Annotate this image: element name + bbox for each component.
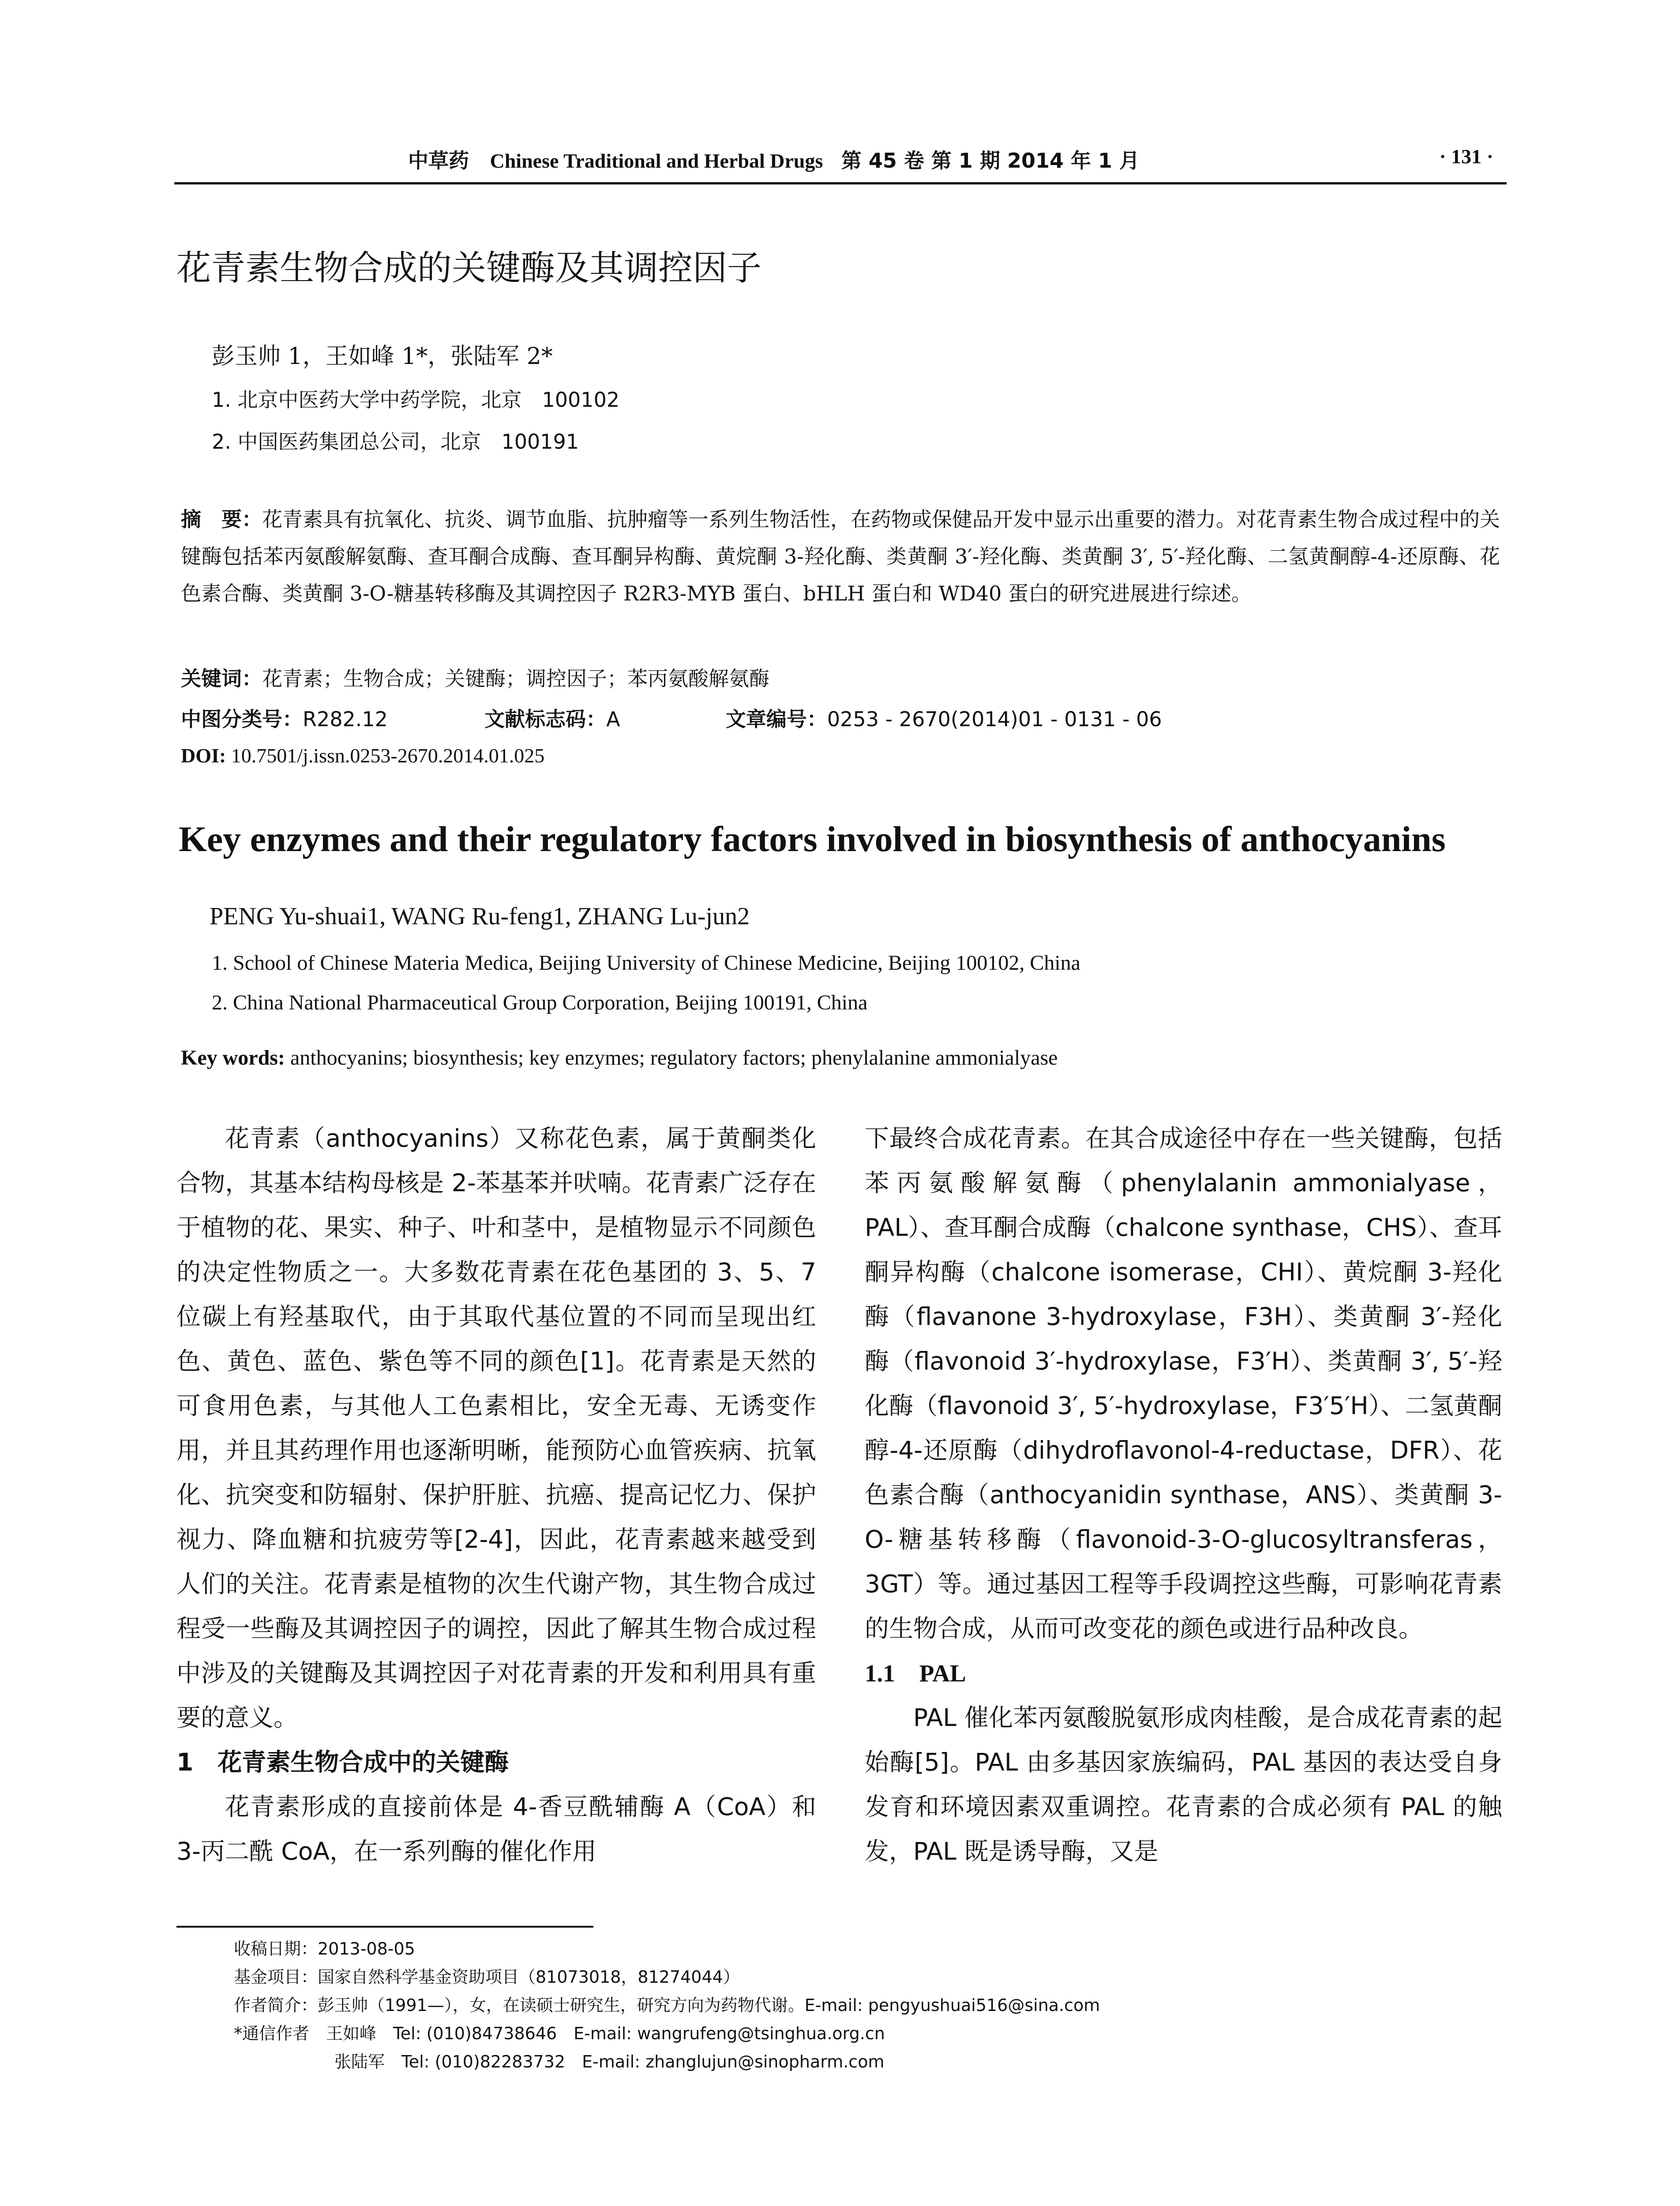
affiliation-cn-1: 1. 北京中医药大学中药学院，北京 100102 <box>212 388 620 412</box>
doi-line <box>181 744 544 767</box>
affiliation-cn-2: 2. 中国医药集团总公司，北京 100191 <box>212 430 579 454</box>
footnotes <box>234 1935 1100 2076</box>
doi-label: DOI: <box>181 744 226 767</box>
header-journal <box>408 145 1140 174</box>
keywords-cn <box>181 663 769 692</box>
authors-en: PENG Yu-shuai1, WANG Ru-feng1, ZHANG Lu-jun2 <box>210 903 750 930</box>
article-title-en: Key enzymes and their regulatory factors involved in biosynthesis of anthocyanins <box>179 819 1446 859</box>
section-heading-1: 1 花青素生物合成中的关键酶 <box>176 1748 509 1776</box>
affiliation-en-1: 1. School of Chinese Materia Medica, Beijing University of Chinese Medicine, Beijing 100102, China <box>212 951 1080 975</box>
keywords-cn-label: 关键词： <box>181 667 262 690</box>
article-number-label: 文章编号： <box>725 707 827 731</box>
doc-code-label: 文献标志码： <box>484 707 607 731</box>
section-1-paragraph: 花青素形成的直接前体是 4-香豆酰辅酶 A（CoA）和 3-丙二酰 CoA，在一系列酶的催化作用 <box>176 1793 816 1865</box>
footnote-rule <box>176 1926 593 1928</box>
corresponding-author-1: *通信作者 王如峰 Tel: (010)84738646 E-mail: wangrufeng@tsinghua.org.cn <box>234 2024 885 2043</box>
section-heading-1-1: 1.1 PAL <box>865 1660 966 1687</box>
authors-cn: 彭玉帅 1，王如峰 1*，张陆军 2* <box>212 343 553 370</box>
body-column-right <box>865 1116 1502 1924</box>
article-number-value: 0253 - 2670(2014)01 - 0131 - 06 <box>827 707 1162 731</box>
issue-info: 第 45 卷 第 1 期 2014 年 1 月 <box>841 149 1140 173</box>
pal-paragraph: PAL 催化苯丙氨酸脱氨形成肉桂酸，是合成花青素的起始酶[5]。PAL 由多基因家族编码，PAL 基因的表达受自身发育和环境因素双重调控。花青素的合成必须有 PAL 的触发，PAL 既是诱导酶，又是 <box>865 1703 1502 1865</box>
abstract <box>181 501 1500 612</box>
keywords-en-text: anthocyanins; biosynthesis; key enzymes; regulatory factors; phenylalanine ammonialyase <box>290 1046 1058 1069</box>
page-number: · 131 · <box>1439 145 1493 168</box>
corresponding-author-2: 张陆军 Tel: (010)82283732 E-mail: zhanglujun@sinopharm.com <box>234 2052 885 2071</box>
intro-paragraph: 花青素（anthocyanins）又称花色素，属于黄酮类化合物，其基本结构母核是 2-苯基苯并吠喃。花青素广泛存在于植物的花、果实、种子、叶和茎中，是植物显示不同颜色的决定性物质之一。大多数花青素在花色基团的 3、5、7 位碳上有羟基取代，由于其取代基位置的不同而呈现出红色、黄色、蓝色、紫色等不同的颜色[1]。花青素是天然的可食用色素，与其他人工色素相比，安全无毒、无诱变作用，并且其药理作用也逐渐明晰，能预防心血管疾病、抗氧化、抗突变和防辐射、保护肝脏、抗癌、提高记忆力、保护视力、降血糖和抗疲劳等[2-4]，因此，花青素越来越受到人们的关注。花青素是植物的次生代谢产物，其生物合成过程受一些酶及其调控因子的调控，因此了解其生物合成过程中涉及的关键酶及其调控因子对花青素的开发和利用具有重要的意义。 <box>176 1124 816 1732</box>
enzymes-paragraph: 下最终合成花青素。在其合成途径中存在一些关键酶，包括苯丙氨酸解氨酶（phenylalanin ammonialyase，PAL）、查耳酮合成酶（chalcone synthase，CHS）、查耳酮异构酶（chalcone isomerase，CHI）、黄烷酮 3-羟化酶（flavanone 3-hydroxylase，F3H）、类黄酮 3′-羟化酶（flavonoid 3′-hydroxylase，F3′H）、类黄酮 3′, 5′-羟化酶（flavonoid 3′, 5′-hydroxylase，F3′5′H）、二氢黄酮醇-4-还原酶（dihydroflavonol-4-reductase，DFR）、花色素合酶（anthocyanidin synthase，ANS）、类黄酮 3-O-糖基转移酶（flavonoid-3-O-glucosyltransferas，3GT）等。通过基因工程等手段调控这些酶，可影响花青素的生物合成，从而可改变花的颜色或进行品种改良。 <box>865 1124 1502 1643</box>
abstract-text: 花青素具有抗氧化、抗炎、调节血脂、抗肿瘤等一系列生物活性，在药物或保健品开发中显示出重要的潜力。对花青素生物合成过程中的关键酶包括苯丙氨酸解氨酶、查耳酮合成酶、查耳酮异构酶、黄烷酮 3-羟化酶、类黄酮 3′-羟化酶、类黄酮 3′, 5′-羟化酶、二氢黄酮醇-4-还原酶、花色素合酶、类黄酮 3-O-糖基转移酶及其调控因子 R2R3-MYB 蛋白、bHLH 蛋白和 WD40 蛋白的研究进展进行综述。 <box>181 507 1500 605</box>
doc-code-value: A <box>606 707 620 731</box>
body-column-left <box>176 1116 816 1924</box>
keywords-en-label: Key words: <box>181 1046 285 1069</box>
clc-label: 中图分类号： <box>181 707 303 731</box>
funding-note: 基金项目：国家自然科学基金资助项目（81073018，81274044） <box>234 1967 740 1987</box>
received-date: 收稿日期：2013-08-05 <box>234 1939 415 1958</box>
abstract-label: 摘 要： <box>181 507 262 531</box>
keywords-en <box>181 1046 1058 1070</box>
clc-value: R282.12 <box>303 707 388 731</box>
classification-line <box>181 703 1162 732</box>
doi-link[interactable]: 10.7501/j.issn.0253-2670.2014.01.025 <box>231 744 545 767</box>
article-title-cn: 花青素生物合成的关键酶及其调控因子 <box>176 248 762 288</box>
keywords-cn-text: 花青素；生物合成；关键酶；调控因子；苯丙氨酸解氨酶 <box>262 667 769 690</box>
affiliation-en-2: 2. China National Pharmaceutical Group Corporation, Beijing 100191, China <box>212 991 868 1014</box>
journal-name-cn: 中草药 <box>408 149 469 173</box>
author-bio: 作者简介：彭玉帅（1991—），女，在读硕士研究生，研究方向为药物代谢。E-mail: pengyushuai516@sina.com <box>234 1996 1100 2015</box>
running-header <box>174 140 1507 184</box>
journal-name-en: Chinese Traditional and Herbal Drugs <box>490 150 823 172</box>
